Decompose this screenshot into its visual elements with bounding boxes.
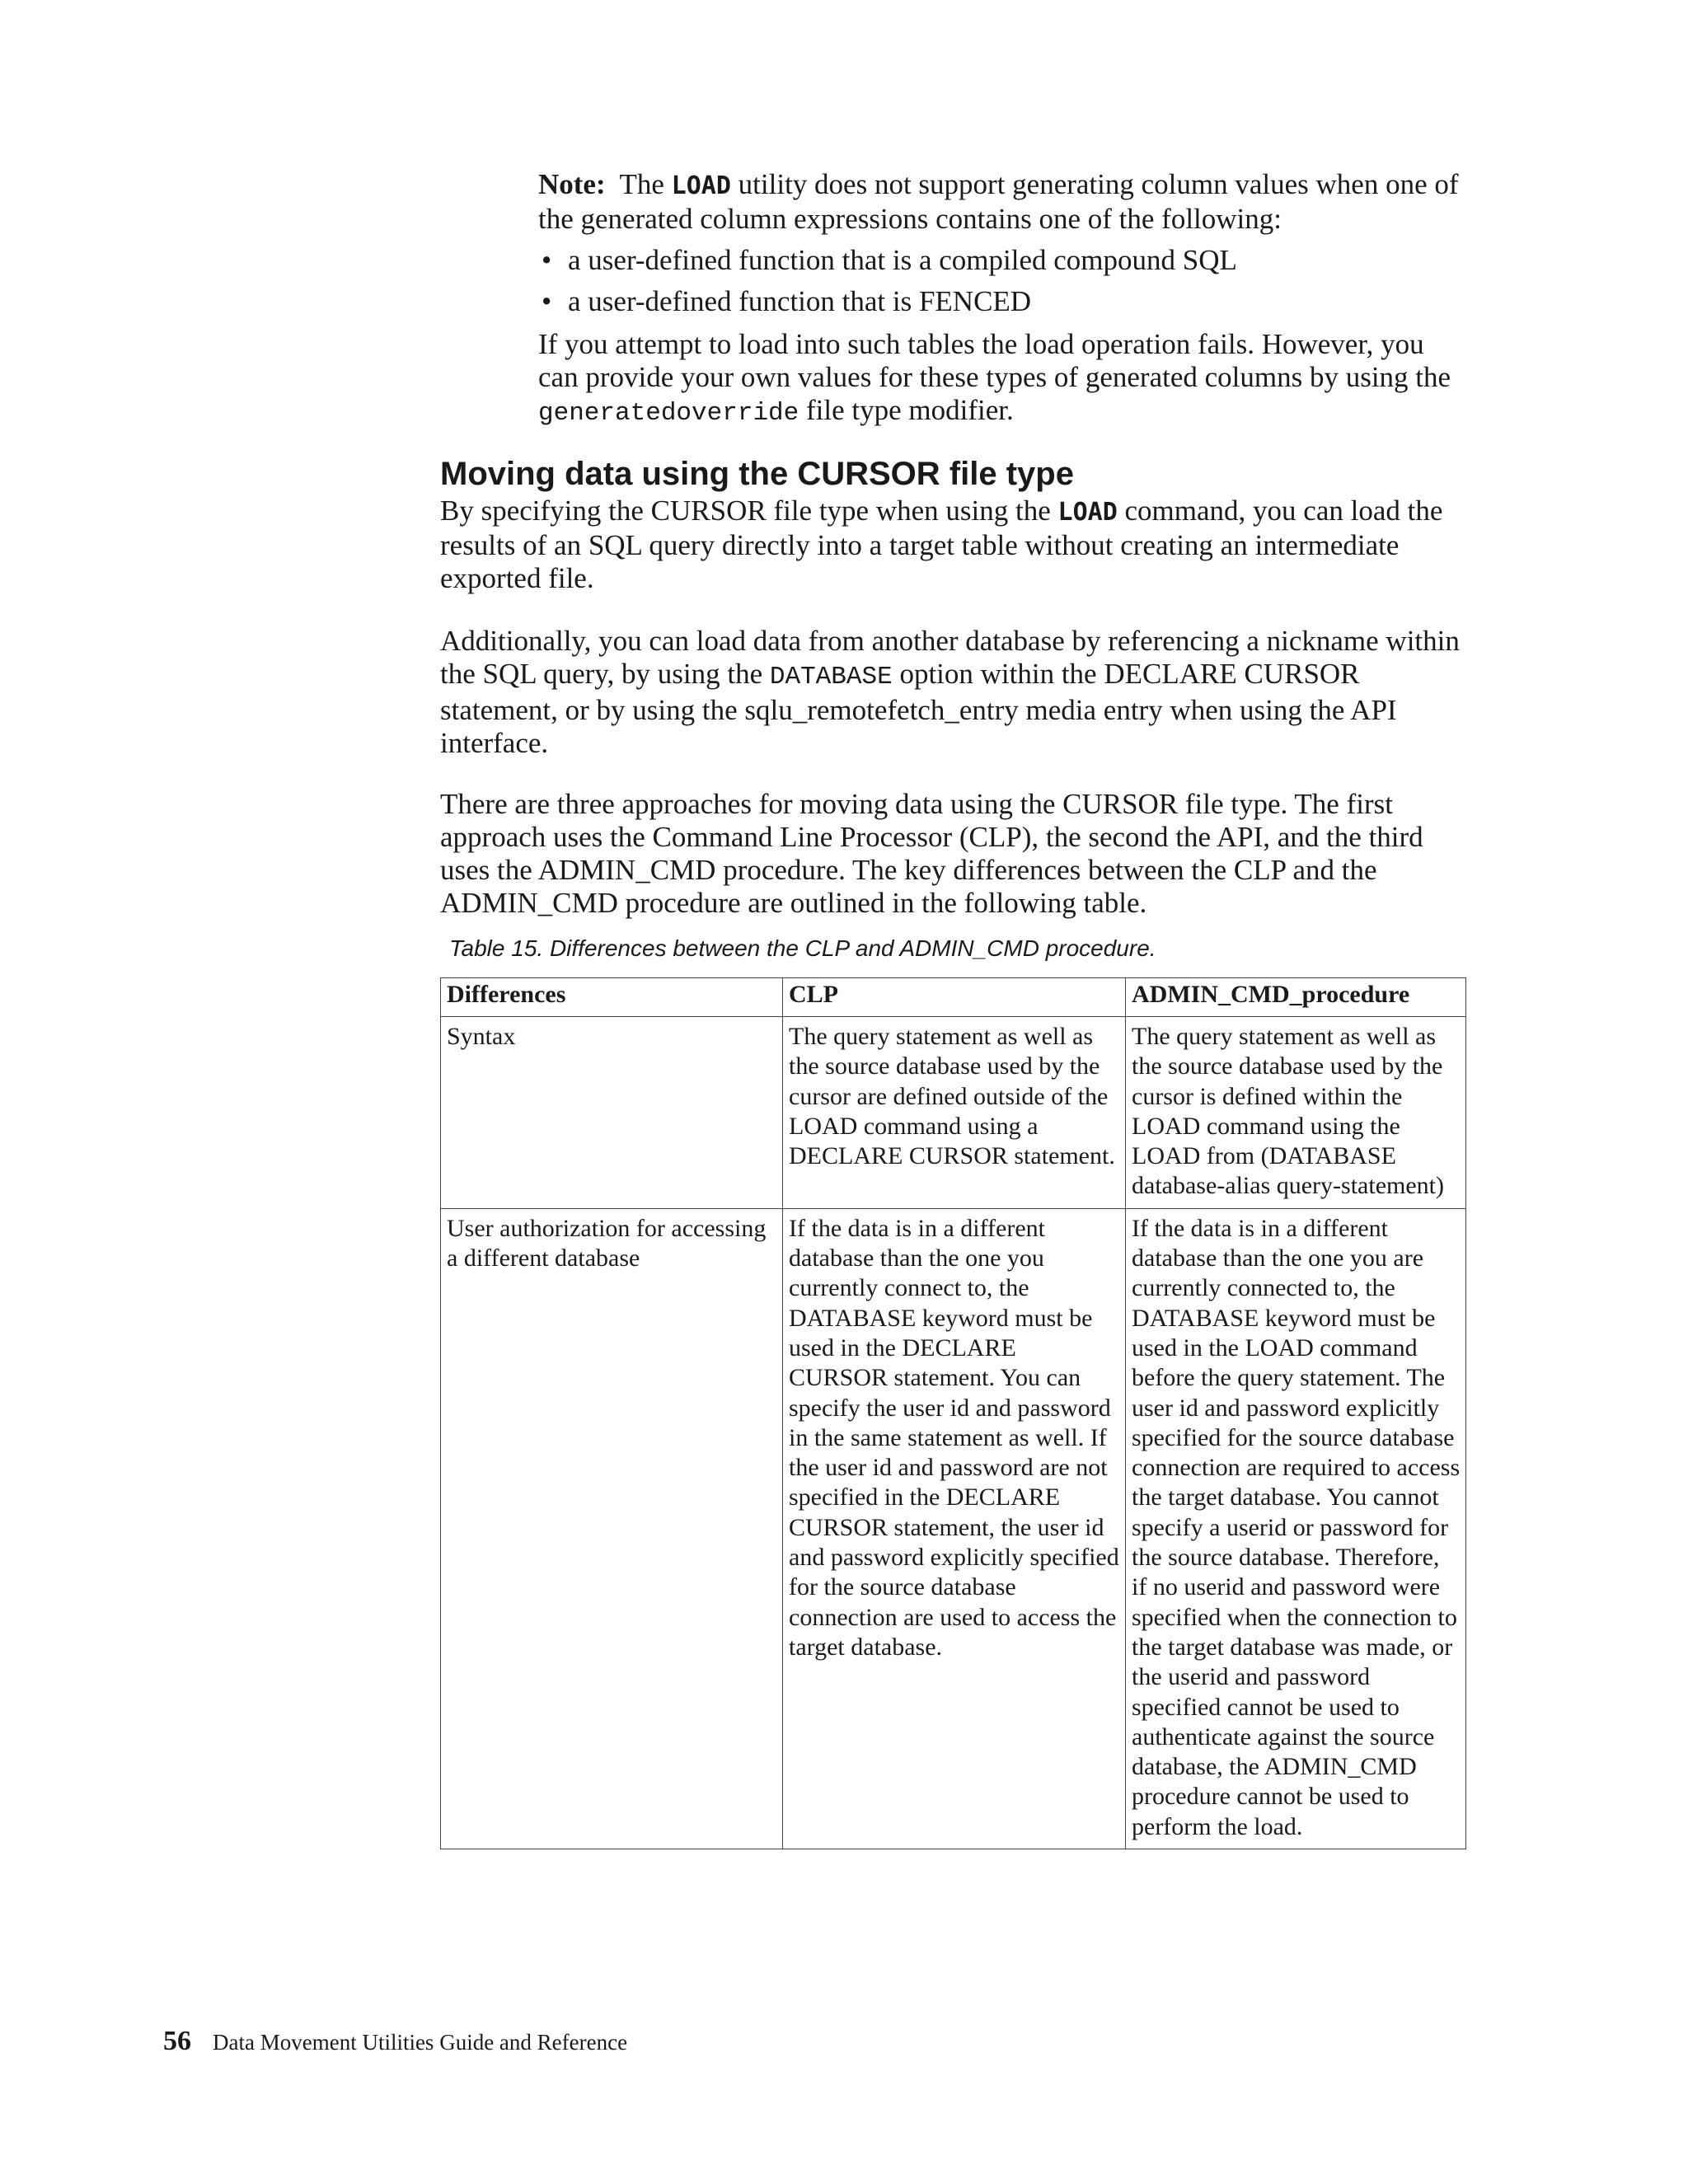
note-intro [538,168,1470,236]
note-intro-pre: The [619,168,664,200]
table-row [441,1208,1466,1849]
differences-table [440,977,1466,1849]
table-header-row [441,978,1466,1017]
table-cell: User authorization for accessing a different database [441,1208,783,1849]
p1-pre: By specifying the CURSOR file type when using the [440,494,1051,527]
note-after-pre: If you attempt to load into such tables the load operation fails. However, you can provide your own values for these types of generated columns by using the [538,328,1451,393]
note-label: Note: [538,168,606,200]
generatedoverride-code: generatedoverride [538,399,799,428]
table-cell: If the data is in a different database than the one you are currently connected to, the DATABASE keyword must be used in the LOAD command before the query statement. The user id and password explicitly specified for the source database connection are required to access the target database. You cannot specify a userid or password for the source database. Therefore, if no userid and password were specified when the connection to the target database was made, or the userid and password specified cannot be used to authenticate against the source database, the ADMIN_CMD procedure cannot be used to perform the load. [1126,1208,1466,1849]
table-header-cell: ADMIN_CMD_procedure [1126,978,1466,1017]
table-cell: Syntax [441,1017,783,1209]
table-cell: The query statement as well as the source database used by the cursor are defined outside of the LOAD command using a DECLARE CURSOR statement. [783,1017,1126,1209]
note-bullet-item: • a user-defined function that is a compiled compound SQL [538,244,1470,277]
table-header-cell: CLP [783,978,1126,1017]
page-footer [163,2027,627,2056]
table-cell: The query statement as well as the source database used by the cursor is defined within the LOAD command using the LOAD from (DATABASE database-alias query-statement) [1126,1017,1466,1209]
note-block [538,168,1470,430]
table-caption: Table 15. Differences between the CLP and ADMIN_CMD procedure. [449,935,1156,961]
paragraph-nickname [440,625,1470,760]
table-header-cell: Differences [441,978,783,1017]
section-heading: Moving data using the CURSOR file type [440,456,1074,492]
table-cell: If the data is in a different database than the one you currently connect to, the DATABASE keyword must be used in the DECLARE CURSOR statement. You can specify the user id and password in the same statement as well. If the user id and password are not specified in the DECLARE CURSOR statement, the user id and password explicitly specified for the source database connection are used to access the target database. [783,1208,1126,1849]
p1-post: command, you can load the results of an SQL query directly into a target table without creating an intermediate exported file. [440,494,1443,594]
note-intro-post: utility does not support generating column values when one of the generated column expressions contains one of the following: [538,168,1459,235]
paragraph-cursor-intro [440,494,1470,595]
table-row [441,1017,1466,1209]
load-command-code: LOAD [671,171,731,200]
load-command-code: LOAD [1057,498,1118,527]
note-bullet-list [538,244,1470,318]
note-after-paragraph [538,328,1470,430]
book-title: Data Movement Utilities Guide and Reference [213,2030,628,2055]
p2-pre: Additionally, you can load data from another database by referencing a nickname within the SQL query, by using the [440,625,1460,690]
database-option-code: DATABASE [769,663,893,691]
p2-post: option within the DECLARE CURSOR statement, or by using the sqlu_remotefetch_entry media entry when using the API interface. [440,658,1397,759]
note-after-post: file type modifier. [806,394,1014,426]
note-bullet-item: • a user-defined function that is FENCED [538,285,1470,318]
page-number: 56 [163,2026,191,2056]
paragraph-approaches: There are three approaches for moving data using the CURSOR file type. The first approach uses the Command Line Processor (CLP), the second the API, and the third uses the ADMIN_CMD procedure. The key differences between the CLP and the ADMIN_CMD procedure are outlined in the following table. [440,788,1423,919]
